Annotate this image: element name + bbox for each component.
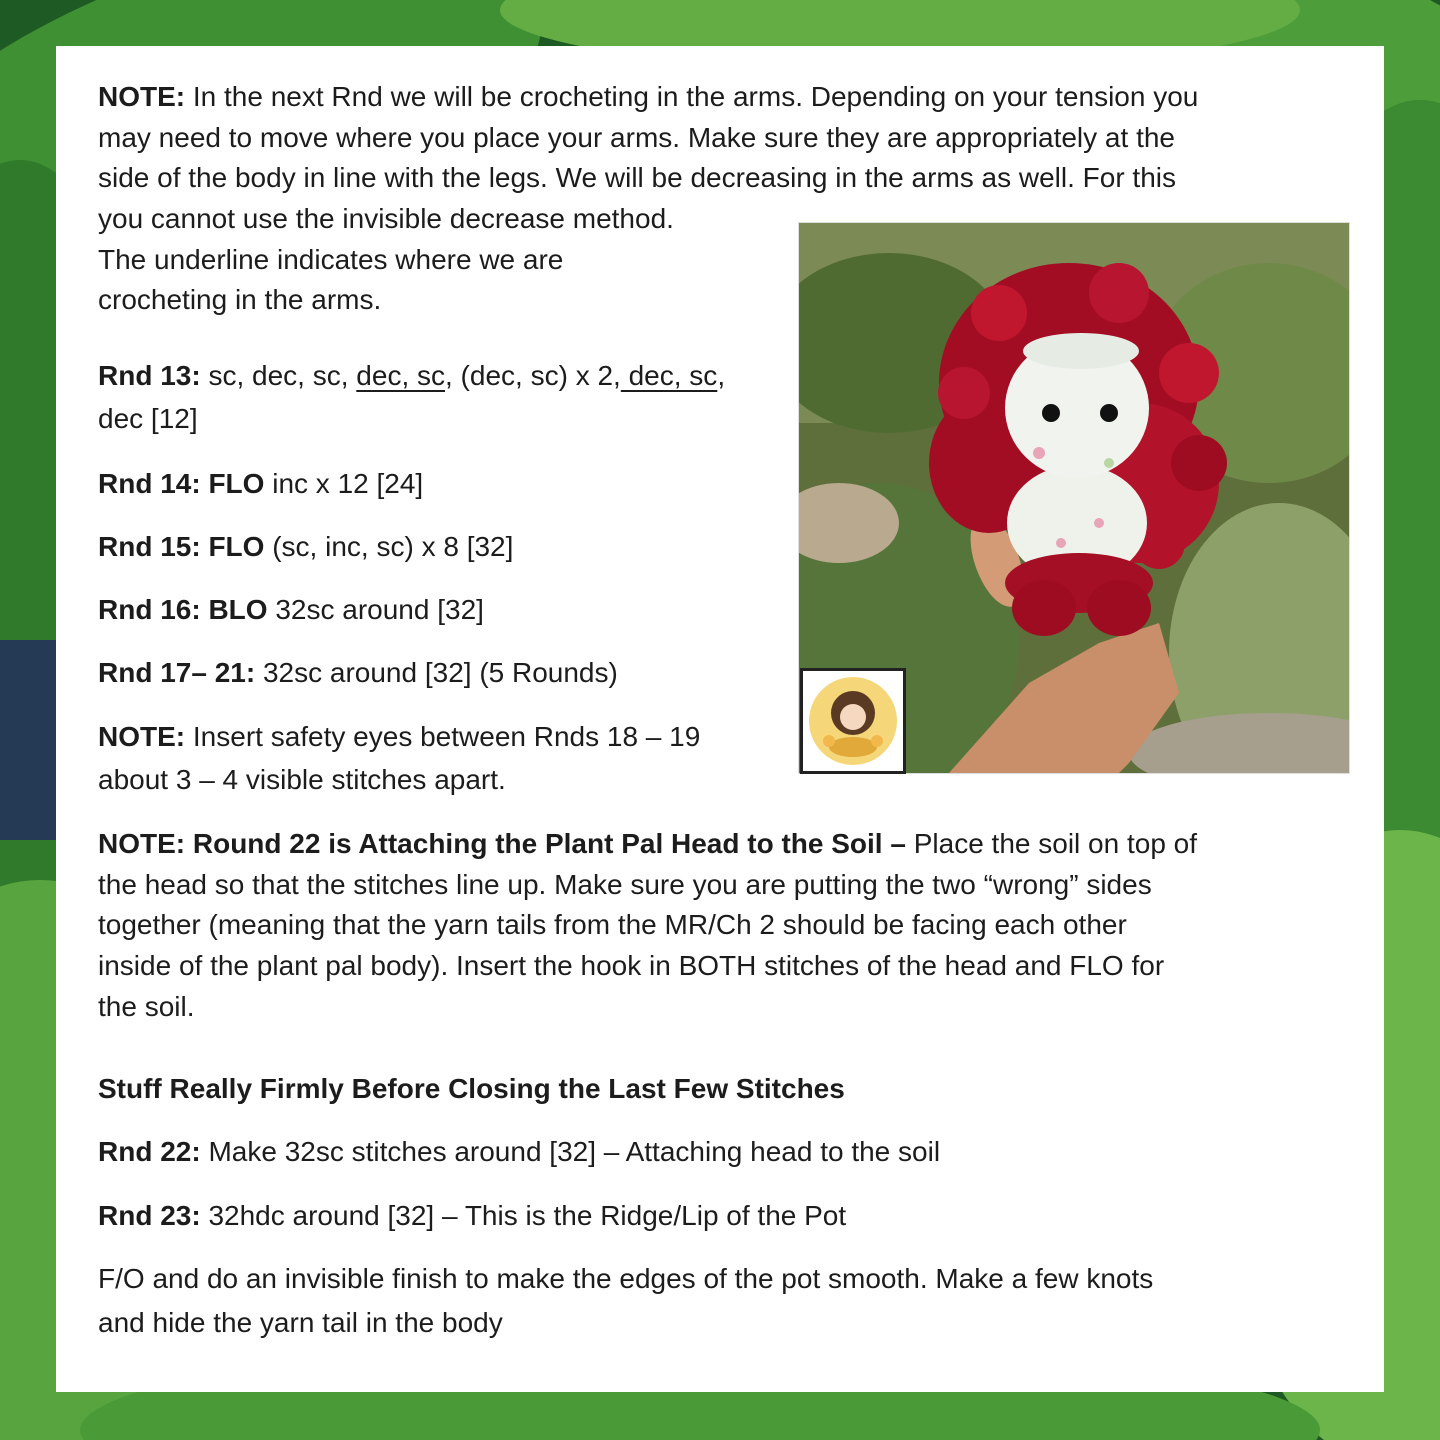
rnd-14: Rnd 14: FLO inc x 12 [24] bbox=[98, 468, 424, 499]
finish-line-2: and hide the yarn tail in the body bbox=[98, 1307, 503, 1338]
rnd-15: Rnd 15: FLO (sc, inc, sc) x 8 [32] bbox=[98, 531, 514, 562]
finish-line-1: F/O and do an invisible finish to make the edges of the pot smooth. Make a few knots bbox=[98, 1263, 1154, 1294]
rnd-23: Rnd 23: 32hdc around [32] – This is the Ridge/Lip of the Pot bbox=[98, 1200, 847, 1231]
attach-note-line-4: inside of the plant pal body). Insert the hook in BOTH stitches of the head and FLO for bbox=[98, 950, 1165, 981]
rnd-16: Rnd 16: BLO 32sc around [32] bbox=[98, 594, 484, 625]
rnd-13-line-2: dec [12] bbox=[98, 403, 198, 434]
intro-line-5: The underline indicates where we are bbox=[98, 244, 564, 275]
intro-line-1: NOTE: In the next Rnd we will be crocheting in the arms. Depending on your tension you bbox=[98, 81, 1199, 112]
attach-note-line-1: NOTE: Round 22 is Attaching the Plant Pal Head to the Soil – Place the soil on top of bbox=[98, 828, 1198, 859]
intro-line-3: side of the body in line with the legs. We will be decreasing in the arms as well. For this bbox=[98, 162, 1176, 193]
attach-note-line-2: the head so that the stitches line up. Make sure you are putting the two “wrong” sides bbox=[98, 869, 1152, 900]
attach-note-line-5: the soil. bbox=[98, 991, 195, 1022]
intro-line-4: you cannot use the invisible decrease method. bbox=[98, 203, 674, 234]
rnd-22: Rnd 22: Make 32sc stitches around [32] – Attaching head to the soil bbox=[98, 1136, 941, 1167]
rnd-13-line-1: Rnd 13: sc, dec, sc, dec, sc, (dec, sc) x 2, dec, sc, bbox=[98, 360, 726, 391]
brand-logo bbox=[800, 668, 906, 774]
rnd-17-21: Rnd 17– 21: 32sc around [32] (5 Rounds) bbox=[98, 657, 618, 688]
attach-note-line-3: together (meaning that the yarn tails from the MR/Ch 2 should be facing each other bbox=[98, 909, 1127, 940]
pattern-card bbox=[56, 46, 1384, 1392]
eyes-note-line-1: NOTE: Insert safety eyes between Rnds 18 – 19 bbox=[98, 721, 701, 752]
eyes-note-line-2: about 3 – 4 visible stitches apart. bbox=[98, 764, 506, 795]
intro-line-2: may need to move where you place your arms. Make sure they are appropriately at the bbox=[98, 122, 1175, 153]
intro-line-6: crocheting in the arms. bbox=[98, 284, 382, 315]
stuff-heading: Stuff Really Firmly Before Closing the Last Few Stitches bbox=[98, 1073, 845, 1104]
